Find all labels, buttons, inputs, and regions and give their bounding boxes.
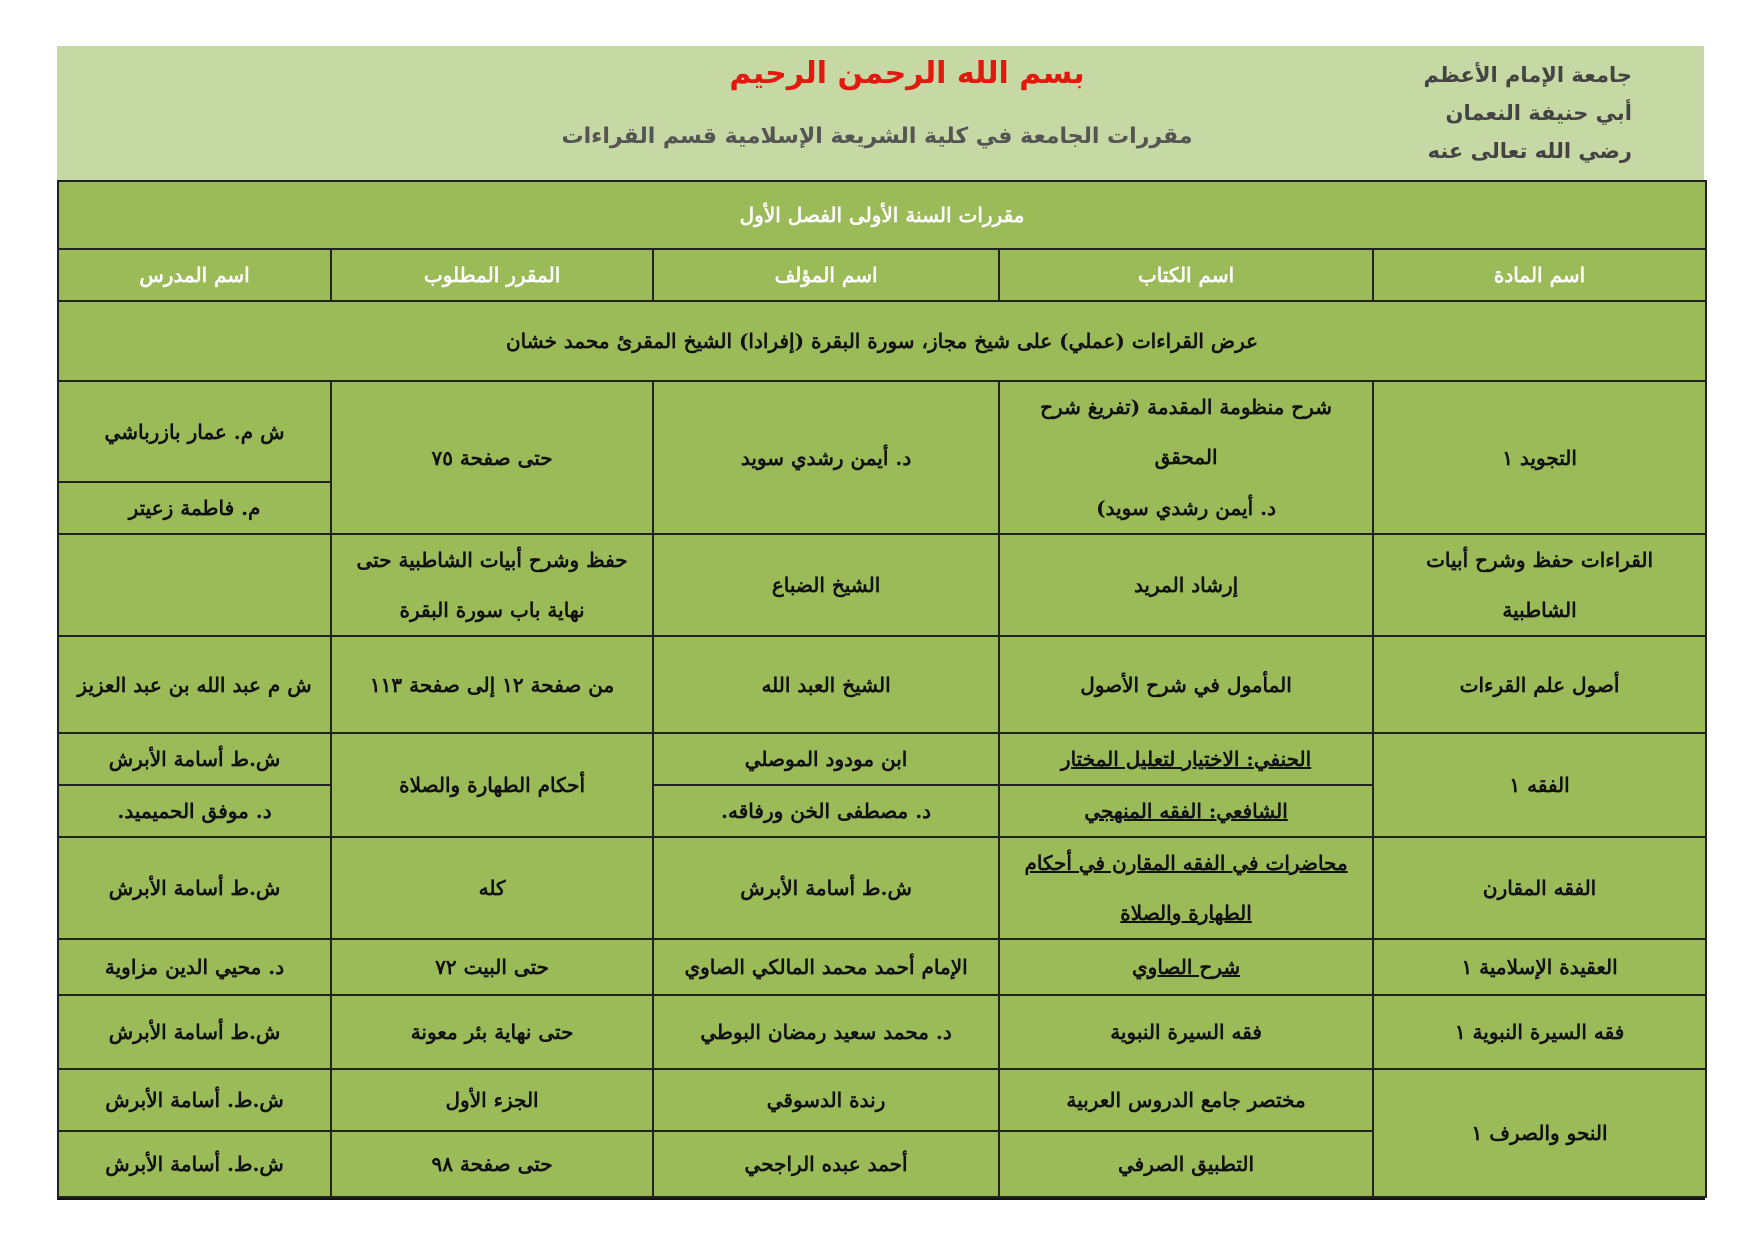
table-row — [58, 636, 1706, 733]
subject-cell: فقه السيرة النبوية ١ — [1373, 995, 1706, 1069]
required-cell: حتى صفحة ٩٨ — [331, 1131, 653, 1197]
teacher-cell: د. محيي الدين مزاوية — [58, 939, 331, 995]
teacher-cell: ش م. عمار بازرباشي — [58, 381, 331, 482]
curriculum-table — [57, 180, 1707, 1198]
subject-cell: الفقه المقارن — [1373, 837, 1706, 939]
book-cell: المأمول في شرح الأصول — [999, 636, 1373, 733]
teacher-cell — [58, 534, 331, 636]
required-cell: كله — [331, 837, 653, 939]
column-header-author: اسم المؤلف — [653, 249, 999, 301]
book-cell — [999, 785, 1373, 837]
book-title: محاضرات في الفقه المقارن في أحكام — [1024, 851, 1348, 875]
table-row — [58, 995, 1706, 1069]
book-cell — [999, 837, 1373, 888]
author-cell: د. محمد سعيد رمضان البوطي — [653, 995, 999, 1069]
column-header-row — [58, 249, 1706, 301]
author-cell: الإمام أحمد محمد المالكي الصاوي — [653, 939, 999, 995]
teacher-cell: ش.ط. أسامة الأبرش — [58, 1069, 331, 1131]
author-cell: ابن مودود الموصلي — [653, 733, 999, 785]
book-cell — [999, 733, 1373, 785]
author-cell: أحمد عبده الراجحي — [653, 1131, 999, 1197]
author-cell: رندة الدسوقي — [653, 1069, 999, 1131]
book-title: الطهارة والصلاة — [1120, 901, 1252, 925]
teacher-cell: ش.ط أسامة الأبرش — [58, 733, 331, 785]
required-cell: حتى نهاية بئر معونة — [331, 995, 653, 1069]
university-line-1: جامعة الإمام الأعظم — [1423, 63, 1632, 87]
required-cell: نهاية باب سورة البقرة — [331, 585, 653, 636]
university-line-2: أبي حنيفة النعمان — [1445, 101, 1632, 125]
column-header-required: المقرر المطلوب — [331, 249, 653, 301]
required-cell: أحكام الطهارة والصلاة — [331, 733, 653, 837]
author-cell: ش.ط أسامة الأبرش — [653, 837, 999, 939]
required-cell: حتى صفحة ٧٥ — [331, 381, 653, 534]
book-cell: د. أيمن رشدي سويد) — [999, 482, 1373, 534]
page-subtitle: مقررات الجامعة في كلية الشريعة الإسلامية قسم القراءات — [561, 124, 1193, 149]
author-cell: د. مصطفى الخن ورفاقه. — [653, 785, 999, 837]
subject-cell: القراءات حفظ وشرح أبيات — [1373, 534, 1706, 585]
book-cell: شرح منظومة المقدمة (تفريغ شرح المحقق — [999, 381, 1373, 482]
book-cell: مختصر جامع الدروس العربية — [999, 1069, 1373, 1131]
table-row — [58, 939, 1706, 995]
footer-divider — [57, 1198, 1705, 1200]
author-cell: الشيخ العبد الله — [653, 636, 999, 733]
university-line-3: رضي الله تعالى عنه — [1427, 139, 1632, 163]
book-title: الشافعي: الفقه المنهجي — [1084, 799, 1288, 823]
subject-cell: أصول علم القرءات — [1373, 636, 1706, 733]
column-header-subject: اسم المادة — [1373, 249, 1706, 301]
university-name — [1332, 56, 1632, 170]
notice-row: عرض القراءات (عملي) على شيخ مجاز، سورة البقرة (إفرادا) الشيخ المقرئ محمد خشان — [58, 301, 1706, 381]
subject-cell: العقيدة الإسلامية ١ — [1373, 939, 1706, 995]
table-row — [58, 733, 1706, 785]
book-cell: إرشاد المريد — [999, 534, 1373, 636]
table-title: مقررات السنة الأولى الفصل الأول — [58, 181, 1706, 249]
book-title: الحنفي: الاختيار لتعليل المختار — [1060, 747, 1312, 771]
teacher-cell: ش.ط أسامة الأبرش — [58, 995, 331, 1069]
teacher-cell: م. فاطمة زعيتر — [58, 482, 331, 534]
page-header — [57, 46, 1704, 180]
book-cell: التطبيق الصرفي — [999, 1131, 1373, 1197]
basmala: بسم الله الرحمن الرحيم — [729, 56, 1085, 91]
table-row — [58, 381, 1706, 482]
required-cell: الجزء الأول — [331, 1069, 653, 1131]
subject-cell: النحو والصرف ١ — [1373, 1069, 1706, 1197]
required-cell: حتى البيت ٧٢ — [331, 939, 653, 995]
subject-cell: الفقه ١ — [1373, 733, 1706, 837]
column-header-book: اسم الكتاب — [999, 249, 1373, 301]
subject-cell: التجويد ١ — [1373, 381, 1706, 534]
teacher-cell: ش.ط أسامة الأبرش — [58, 837, 331, 939]
author-cell: الشيخ الضباع — [653, 534, 999, 636]
author-cell: د. أيمن رشدي سويد — [653, 381, 999, 534]
teacher-cell: ش م عبد الله بن عبد العزيز — [58, 636, 331, 733]
required-cell: من صفحة ١٢ إلى صفحة ١١٣ — [331, 636, 653, 733]
book-cell: فقه السيرة النبوية — [999, 995, 1373, 1069]
required-cell: حفظ وشرح أبيات الشاطبية حتى — [331, 534, 653, 585]
book-title: شرح الصاوي — [1132, 955, 1241, 979]
table-row — [58, 534, 1706, 585]
subject-cell: الشاطبية — [1373, 585, 1706, 636]
table-row — [58, 1069, 1706, 1131]
teacher-cell: ش.ط. أسامة الأبرش — [58, 1131, 331, 1197]
teacher-cell: د. موفق الحميميد. — [58, 785, 331, 837]
table-row — [58, 837, 1706, 888]
book-cell — [999, 939, 1373, 995]
book-cell — [999, 888, 1373, 939]
column-header-teacher: اسم المدرس — [58, 249, 331, 301]
